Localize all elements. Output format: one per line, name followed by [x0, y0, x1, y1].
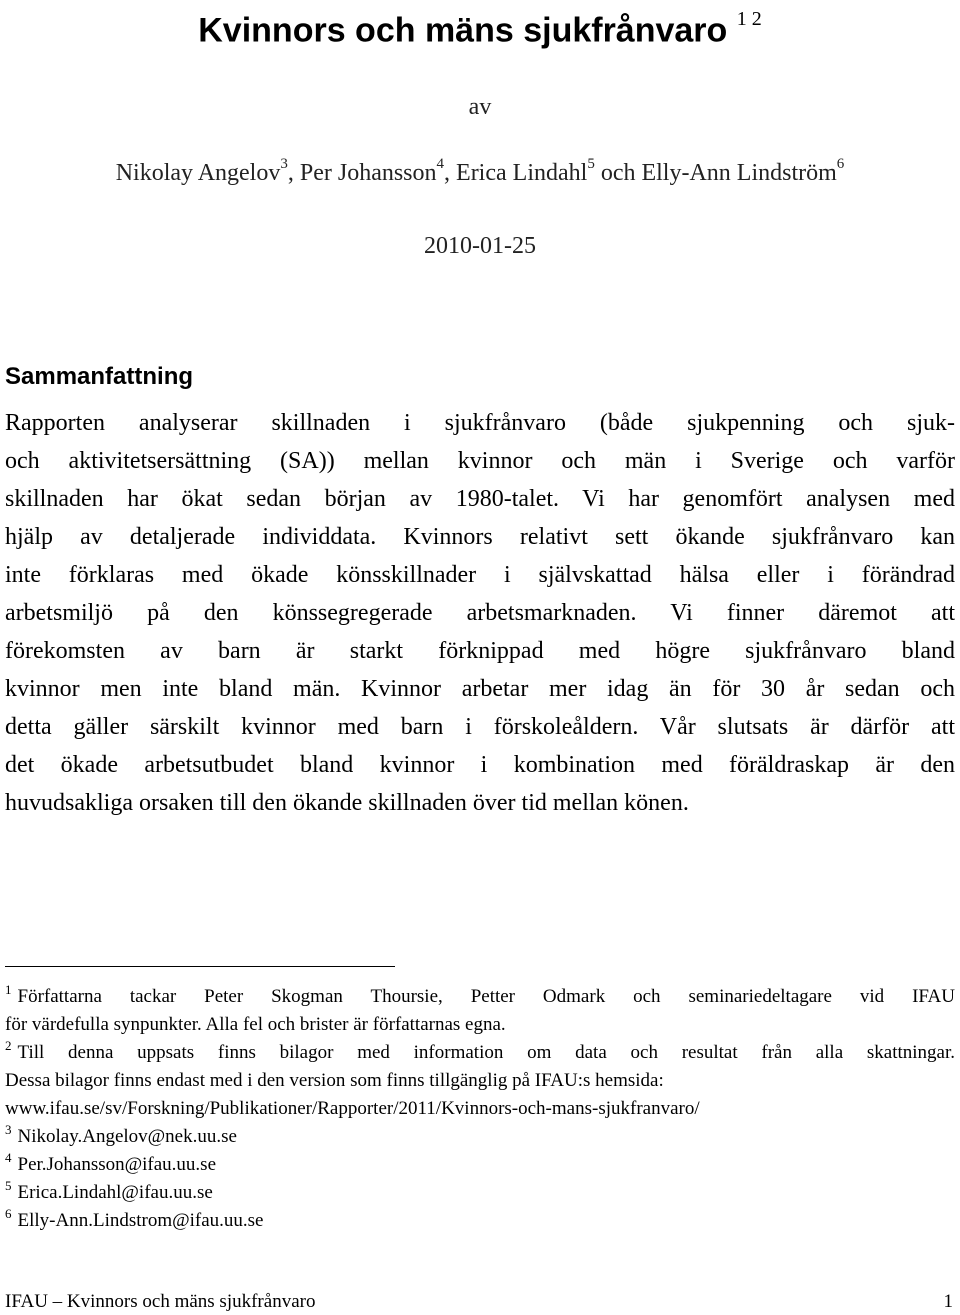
author-list: [0, 158, 960, 188]
page-footer: [5, 1290, 953, 1314]
footnote-2-line-1: Till denna uppsats finns bilagor med information om data och resultat från alla skattningar.: [17, 1042, 955, 1063]
footnote-2-line-2: Dessa bilagor finns endast med i den version som finns tillgänglig på IFAU:s hemsida:: [5, 1070, 664, 1091]
document-title: [0, 0, 960, 53]
summary-line: huvudsakliga orsaken till den ökande skillnaden över tid mellan könen.: [5, 790, 689, 816]
footnote-5: [5, 1179, 955, 1207]
title-footnote-marks: 1 2: [736, 8, 762, 30]
author-footnote-mark: 5: [587, 156, 595, 172]
footnote-1-mark: 1: [5, 982, 12, 997]
footnote-1: [5, 983, 955, 1011]
author-footnote-mark: 4: [436, 156, 445, 172]
summary-line: skillnaden har ökat sedan början av 1980-talet. Vi har genomfört analysen med: [5, 486, 955, 512]
summary-line: Rapporten analyserar skillnaden i sjukfrånvaro (både sjukpenning och sjuk-: [5, 410, 955, 436]
footnote-6-mark: 6: [5, 1206, 12, 1221]
footnote-2-url: www.ifau.se/sv/Forskning/Publikationer/Rapporter/2011/Kvinnors-och-mans-sjukfranvaro/: [5, 1098, 700, 1119]
footnote-2-mark: 2: [5, 1038, 12, 1053]
summary-body: [5, 404, 955, 822]
footnote-5-email: Erica.Lindahl@ifau.uu.se: [17, 1182, 213, 1203]
summary-heading: Sammanfattning: [5, 363, 194, 390]
footnote-separator: [5, 966, 395, 967]
title-text: Kvinnors och mäns sjukfrånvaro: [198, 11, 728, 50]
footnote-1-line-1: Författarna tackar Peter Skogman Thoursie, Petter Odmark och seminariedeltagare vid IFAU: [17, 986, 955, 1007]
footnote-6: [5, 1207, 955, 1235]
footer-title: IFAU – Kvinnors och mäns sjukfrånvaro: [5, 1291, 316, 1312]
author-name: Elly-Ann Lindström: [641, 160, 837, 186]
author-separator: och: [594, 160, 642, 186]
footnote-6-email: Elly-Ann.Lindstrom@ifau.uu.se: [17, 1210, 264, 1231]
footnote-3-mark: 3: [5, 1122, 12, 1137]
page-number: 1: [943, 1291, 953, 1312]
summary-line: det ökade arbetsutbudet bland kvinnor i kombination med föräldraskap är den: [5, 752, 955, 778]
summary-line: och aktivitetsersättning (SA)) mellan kvinnor och män i Sverige och varför: [5, 448, 955, 474]
footnote-4-email: Per.Johansson@ifau.uu.se: [17, 1154, 217, 1175]
author-footnote-mark: 3: [280, 156, 288, 172]
summary-line: detta gäller särskilt kvinnor med barn i förskoleåldern. Vår slutsats är därför att: [5, 714, 955, 740]
footnote-3-email: Nikolay.Angelov@nek.uu.se: [17, 1126, 237, 1147]
summary-line: arbetsmiljö på den könssegregerade arbetsmarknaden. Vi finner däremot att: [5, 600, 955, 626]
summary-line: hjälp av detaljerade individdata. Kvinnors relativt sett ökande sjukfrånvaro kan: [5, 524, 955, 550]
byline: av: [468, 94, 492, 120]
footnote-2: [5, 1039, 955, 1067]
summary-line: kvinnor men inte bland män. Kvinnor arbetar mer idag än för 30 år sedan och: [5, 676, 955, 702]
footnote-4-mark: 4: [5, 1150, 12, 1165]
author-name: Per Johansson: [299, 160, 437, 186]
footnote-3: [5, 1123, 955, 1151]
document-date: 2010-01-25: [424, 233, 536, 259]
footnote-4: [5, 1151, 955, 1179]
author-name: Nikolay Angelov: [115, 160, 281, 186]
author-separator: ,: [287, 160, 300, 186]
author-separator: ,: [444, 160, 457, 186]
author-name: Erica Lindahl: [456, 160, 588, 186]
author-footnote-mark: 6: [836, 156, 845, 172]
summary-line: inte förklaras med ökade könsskillnader i självskattad hälsa eller i förändrad: [5, 562, 955, 588]
summary-line: förekomsten av barn är starkt förknippad med högre sjukfrånvaro bland: [5, 638, 955, 664]
footnote-1-continued: för värdefulla synpunkter. Alla fel och brister är författarnas egna.: [5, 1014, 506, 1035]
footnote-5-mark: 5: [5, 1178, 12, 1193]
